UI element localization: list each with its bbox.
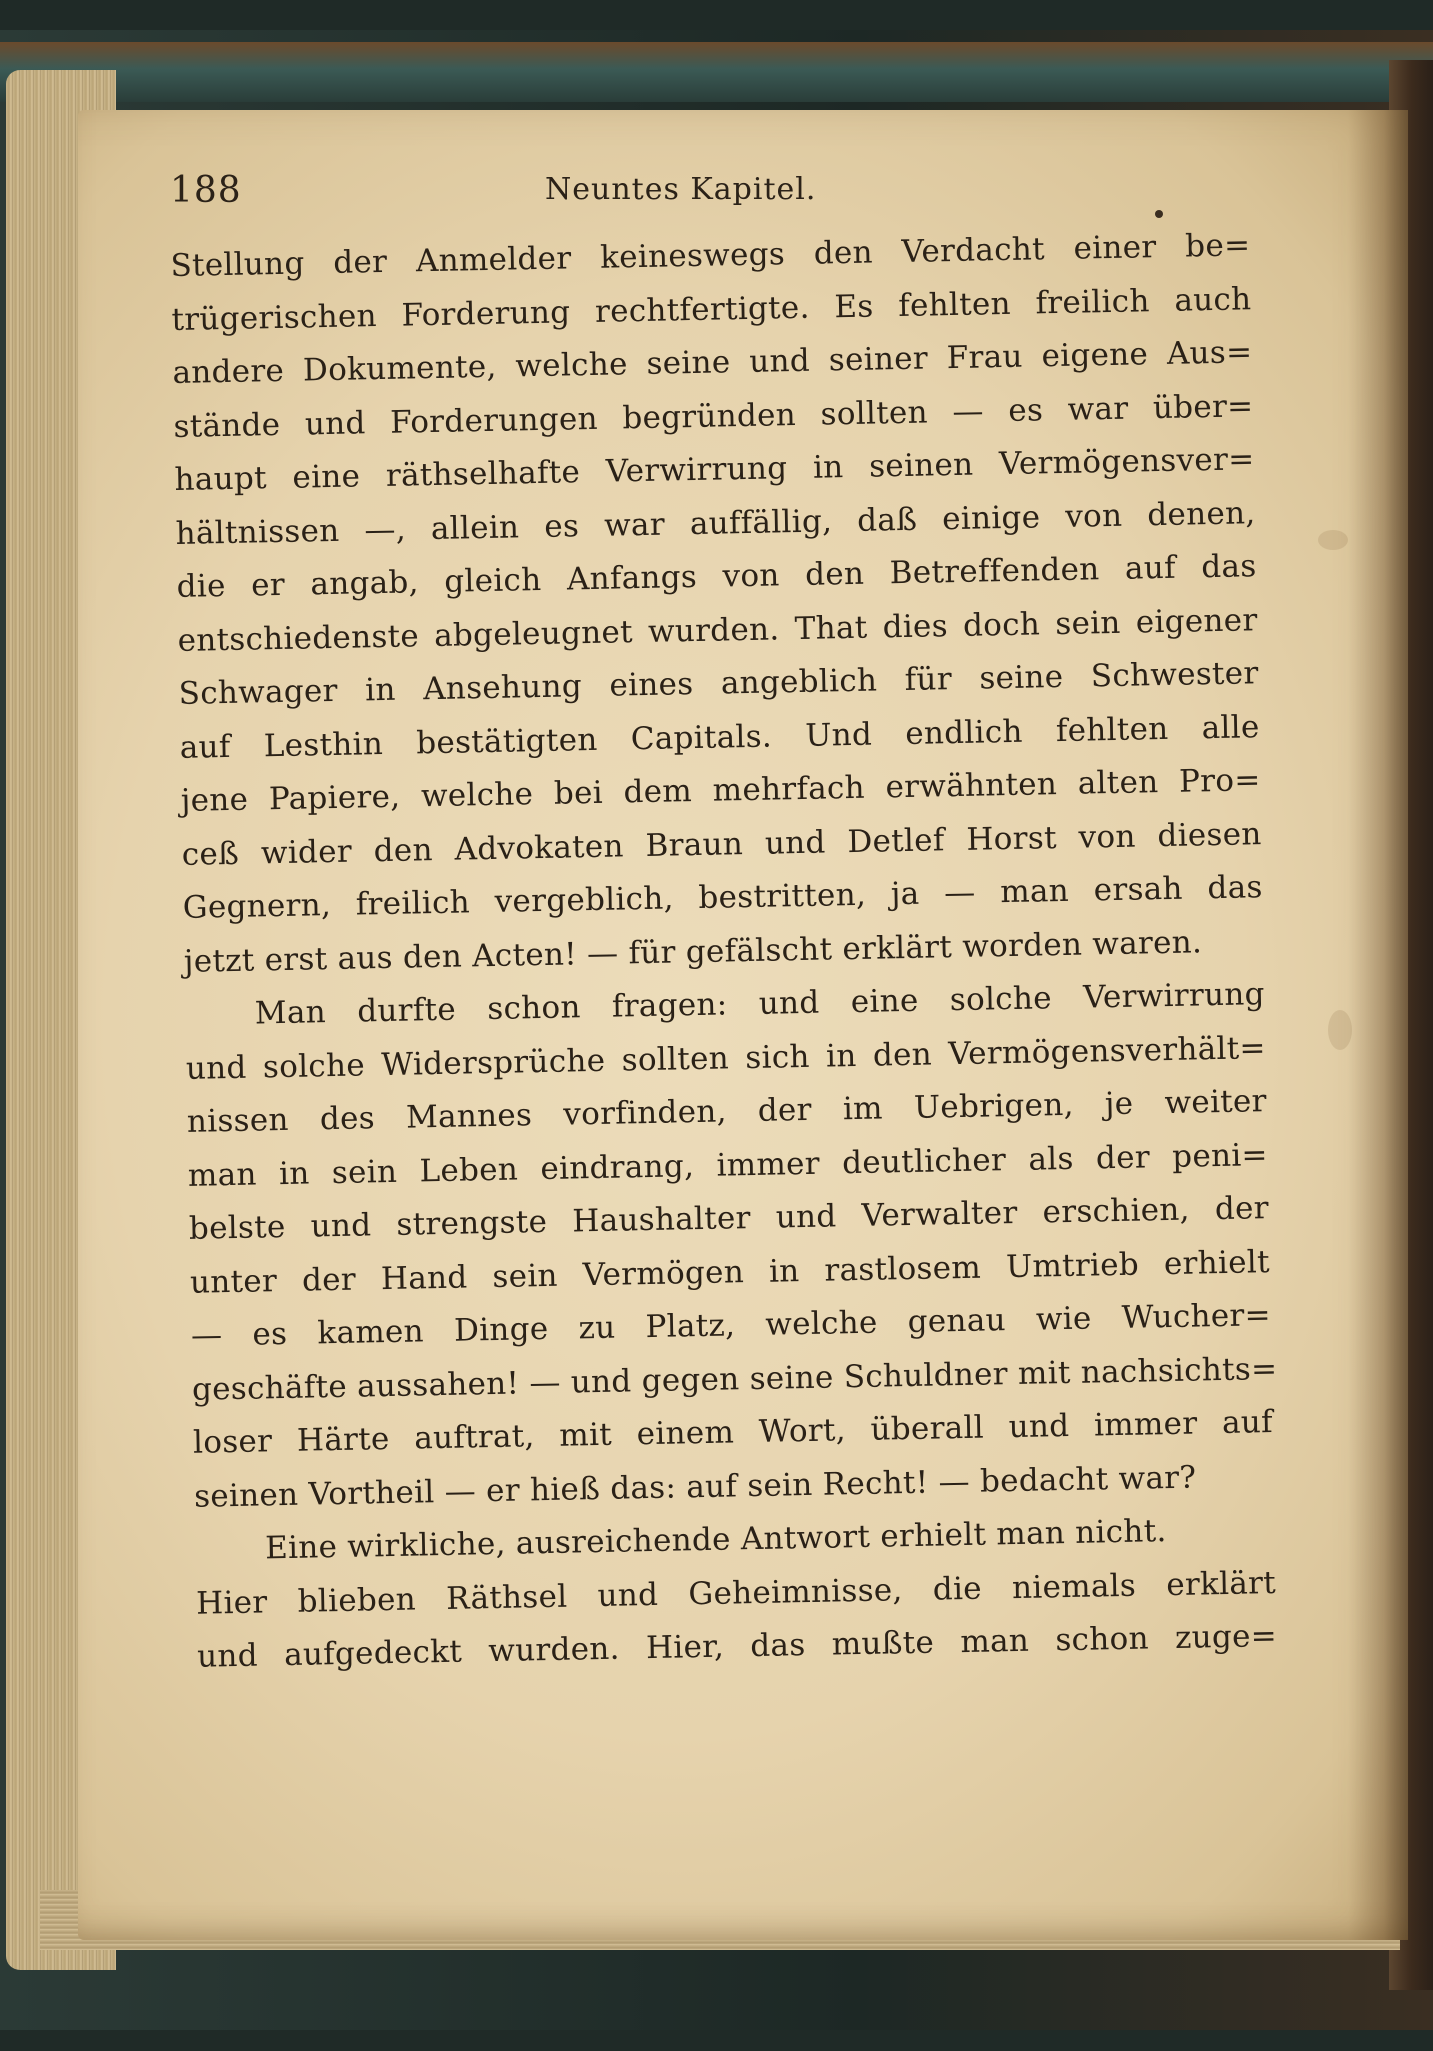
text-line: Hier blieben Räthsel und Geheimnisse, die niemals erklärt	[195, 1564, 1277, 1622]
page-gutter-shadow	[1348, 110, 1408, 1940]
text-line: Gegnern, freilich vergeblich, bestritten, ja — man ersah das	[182, 869, 1263, 926]
text-line: Man durfte schon fragen: und eine solche Verwirrung	[254, 976, 1266, 1032]
text-line: unter der Hand sein Vermögen in rastlosem Umtrieb erhielt	[189, 1243, 1271, 1301]
page-stain	[1318, 530, 1348, 550]
text-line: nissen des Mannes vorfinden, der im Uebrigen, je weiter	[186, 1083, 1268, 1140]
text-line: Schwager in Ansehung eines angeblich für seine Schwester	[178, 655, 1259, 712]
text-line: hältnissen —, allein es war auffällig, daß einige von denen,	[175, 494, 1256, 552]
text-line: man in sein Leben eindrang, immer deutlicher als der peni=	[187, 1136, 1269, 1194]
text-line: — es kamen Dinge zu Platz, welche genau wie Wucher=	[190, 1297, 1272, 1354]
cover-edge	[0, 42, 1433, 102]
text-line: Eine wirkliche, ausreichende Antwort erhielt man nicht.	[264, 1513, 1167, 1567]
text-line: andere Dokumente, welche seine und seiner Frau eigene Aus=	[172, 334, 1253, 391]
text-line: stände und Forderungen begründen sollten — es war über=	[173, 387, 1254, 445]
text-line: geschäfte aussahen! — und gegen seine Schuldner mit nachsichts=	[191, 1350, 1278, 1408]
text-line: entschiedenste abgeleugnet wurden. That dies doch sein eigener	[177, 601, 1258, 659]
page-stain	[1328, 1010, 1352, 1050]
text-line: Stellung der Anmelder keineswegs den Verdacht einer be=	[170, 227, 1251, 284]
page-header	[170, 170, 870, 230]
text-line: die er angab, gleich Anfangs von den Betreffenden auf das	[176, 548, 1257, 605]
body-text	[170, 219, 1280, 1799]
running-head: Neuntes Kapitel.	[545, 172, 817, 207]
text-line: jetzt erst aus den Acten! — für gefälscht erklärt worden waren.	[183, 923, 1203, 980]
ink-dot	[1155, 210, 1163, 218]
text-line: belste und strengste Haushalter und Verwalter erschien, der	[188, 1190, 1270, 1247]
text-line: und aufgedeckt wurden. Hier, das mußte man schon zuge=	[196, 1618, 1278, 1675]
text-line: loser Härte auftrat, mit einem Wort, überall und immer auf	[192, 1404, 1274, 1461]
text-line: und solche Widersprüche sollten sich in den Vermögensverhält=	[185, 1029, 1267, 1087]
text-line: jene Papiere, welche bei dem mehrfach erwähnten alten Pro=	[180, 762, 1261, 819]
text-line: trügerischen Forderung rechtfertigte. Es fehlten freilich auch	[171, 280, 1252, 338]
text-line: ceß wider den Advokaten Braun und Detlef Horst von diesen	[181, 815, 1262, 873]
page-number: 188	[170, 170, 242, 211]
text-line: haupt eine räthselhafte Verwirrung in seinen Vermögensver=	[174, 441, 1255, 498]
text-line: seinen Vortheil — er hieß das: auf sein Recht! — bedacht war?	[193, 1459, 1197, 1515]
text-line: auf Lesthin bestätigten Capitals. Und endlich fehlten alle	[179, 708, 1260, 766]
